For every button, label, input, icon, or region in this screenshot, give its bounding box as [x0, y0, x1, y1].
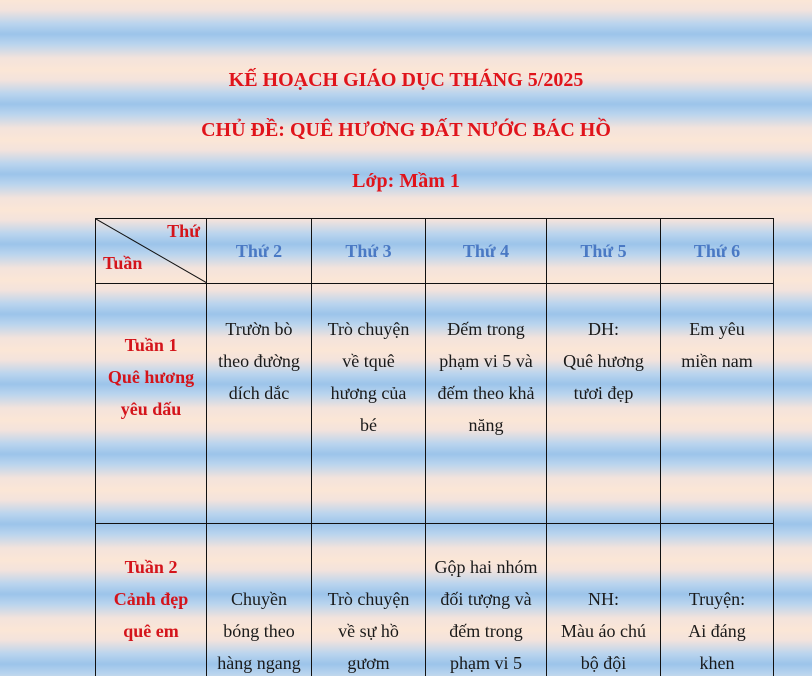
header-wednesday: Thứ 4 [426, 219, 547, 284]
header-thursday: Thứ 5 [547, 219, 661, 284]
activity-line: Quê hương [563, 351, 644, 371]
activity-line: về sự hồ [338, 621, 399, 641]
week-label: Tuần 1 [124, 335, 178, 355]
activity-line: Ai đáng [688, 621, 746, 641]
activity-line: năng [468, 415, 504, 435]
activity-line: Truyện: [688, 589, 746, 609]
activity-line: hàng ngang [217, 653, 301, 673]
corner-header-cell [96, 219, 207, 284]
activity-line: Trườn bò [225, 319, 293, 339]
activity-cell [207, 284, 312, 524]
corner-label-week: Tuần [103, 253, 143, 273]
activity-cell [661, 524, 774, 676]
activity-line: về tquê [342, 351, 395, 371]
activity-line: Đếm trong [447, 319, 525, 339]
week-theme-line: quê em [123, 621, 179, 641]
activity-line: phạm vi 5 và [439, 351, 533, 371]
activity-line: Gộp hai nhóm [434, 557, 538, 577]
corner-label-day: Thứ [167, 221, 200, 241]
week-2-cell [96, 524, 207, 676]
activity-line: DH: [588, 319, 619, 339]
activity-cell [661, 284, 774, 524]
document-title: KẾ HOẠCH GIÁO DỤC THÁNG 5/2025 [228, 69, 584, 91]
activity-line: đếm trong [449, 621, 523, 641]
activity-cell [426, 284, 547, 524]
activity-line: đếm theo khả [437, 383, 535, 403]
activity-line: theo đường [218, 351, 300, 371]
activity-cell [547, 524, 661, 676]
activity-cell [426, 524, 547, 676]
activity-line: Trò chuyện [327, 589, 410, 609]
activity-line: tươi đẹp [573, 383, 634, 403]
activity-cell [312, 284, 426, 524]
activity-line: NH: [588, 589, 619, 609]
plan-table [95, 218, 774, 676]
header-monday: Thứ 2 [207, 219, 312, 284]
activity-line: Màu áo chú [561, 621, 646, 641]
activity-line: phạm vi 5 [450, 653, 522, 673]
table-row [96, 524, 774, 676]
activity-line: khen [699, 653, 735, 673]
week-label: Tuần 2 [124, 557, 178, 577]
activity-cell [312, 524, 426, 676]
header-friday: Thứ 6 [661, 219, 774, 284]
document-topic: CHỦ ĐỀ: QUÊ HƯƠNG ĐẤT NƯỚC BÁC HỒ [201, 119, 611, 141]
week-theme-line: Quê hương [107, 367, 195, 387]
activity-line: đối tượng và [440, 589, 532, 609]
header-tuesday: Thứ 3 [312, 219, 426, 284]
activity-line: bé [360, 415, 377, 435]
week-1-cell [96, 284, 207, 524]
week-theme-line: yêu dấu [120, 399, 182, 419]
activity-cell [207, 524, 312, 676]
week-theme-line: Cảnh đẹp [113, 589, 189, 609]
activity-line: hương của [330, 383, 407, 403]
activity-line: bóng theo [223, 621, 295, 641]
header-row [96, 219, 774, 284]
activity-line: Em yêu [689, 319, 745, 339]
table-row [96, 284, 774, 524]
activity-line: Chuyền [231, 589, 287, 609]
activity-line: Trò chuyện [327, 319, 410, 339]
activity-line: dích dắc [228, 383, 290, 403]
activity-line: gươm [347, 653, 390, 673]
activity-cell [547, 284, 661, 524]
document-class: Lớp: Mầm 1 [352, 170, 460, 192]
activity-line: bộ đội [580, 653, 627, 673]
activity-line: miền nam [681, 351, 753, 371]
